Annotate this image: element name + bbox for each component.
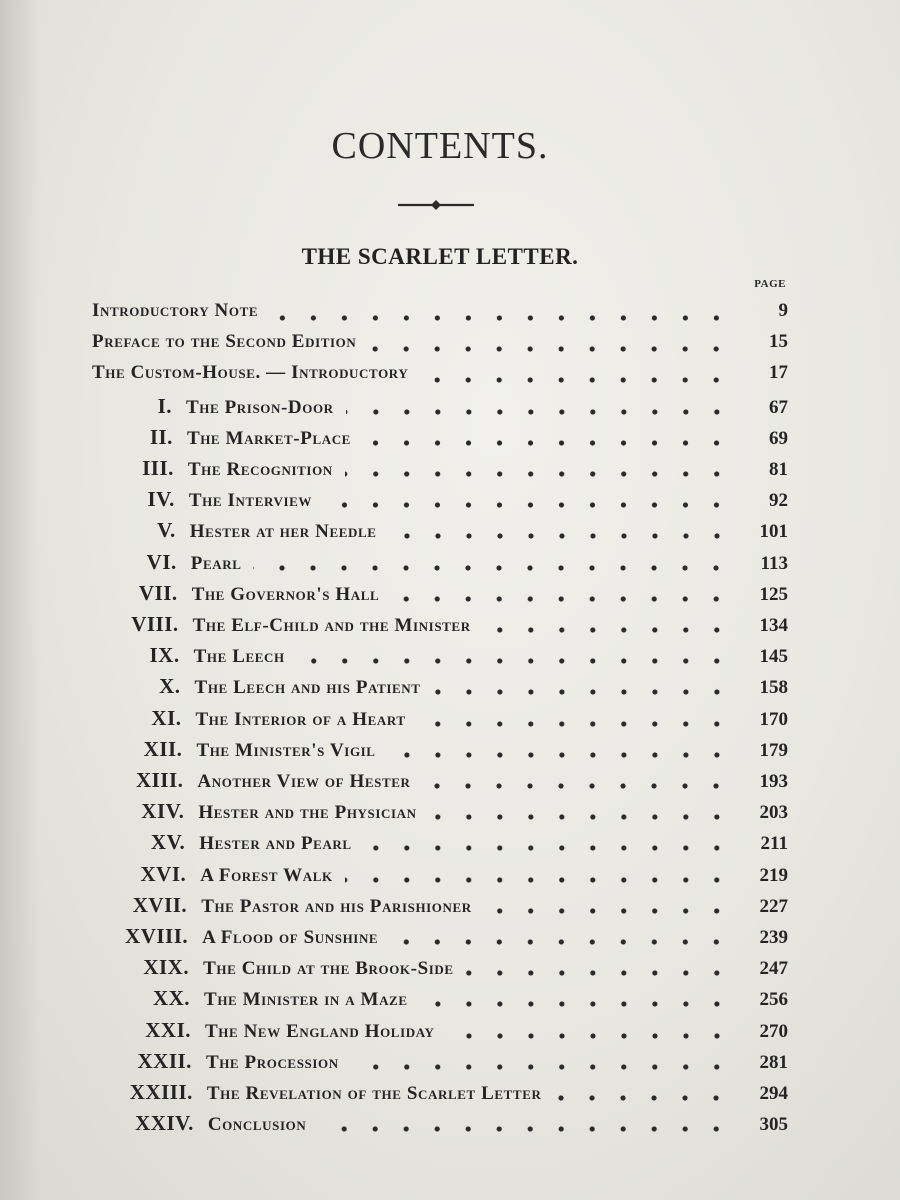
chapter-entry xyxy=(105,674,789,704)
chapter-entry xyxy=(110,986,789,1016)
page-number: 305 xyxy=(759,1114,788,1136)
dot-leader xyxy=(389,533,732,539)
page-number: 17 xyxy=(769,362,788,384)
chapter-numeral: IX. xyxy=(149,643,180,668)
page-number: 134 xyxy=(759,615,788,636)
chapter-entry xyxy=(101,456,788,486)
dot-leader xyxy=(466,970,732,976)
chapter-numeral: I. xyxy=(157,393,172,418)
chapter-entry xyxy=(108,893,788,923)
dot-leader xyxy=(345,877,732,883)
page-number: 101 xyxy=(759,521,788,543)
chapter-entry xyxy=(111,1049,789,1079)
page-number: 92 xyxy=(769,490,788,512)
chapter-title: The Governor's Hall xyxy=(191,583,380,605)
page-number: 211 xyxy=(760,833,788,855)
dot-leader xyxy=(270,315,732,321)
chapter-numeral: XV. xyxy=(150,830,186,855)
chapter-title: The Interview xyxy=(188,490,313,512)
chapter-numeral: II. xyxy=(149,424,173,449)
chapter-title: Another View of Hester xyxy=(197,771,411,792)
chapter-entry xyxy=(103,581,788,611)
chapter-entry xyxy=(111,1080,788,1110)
chapter-title: The Revelation of the Scarlet Letter xyxy=(206,1083,542,1104)
chapter-title: The Elf-Child and the Minister xyxy=(192,615,471,636)
dot-leader xyxy=(324,502,732,508)
page-number: 179 xyxy=(759,739,788,761)
chapter-entry xyxy=(102,518,788,548)
dot-leader xyxy=(297,658,732,664)
front-matter-title: The Custom-House. — Introductory xyxy=(92,362,409,384)
chapter-title: The Prison-Door xyxy=(186,396,334,418)
dot-leader xyxy=(364,845,732,851)
chapter-title: The Interior of a Heart xyxy=(195,708,406,730)
chapter-title: A Flood of Sunshine xyxy=(202,927,379,948)
chapter-numeral: VII. xyxy=(138,580,178,605)
front-matter-entry xyxy=(92,362,788,392)
chapter-title: Hester at her Needle xyxy=(189,521,377,543)
chapter-title: Conclusion xyxy=(207,1114,307,1136)
dot-leader xyxy=(483,627,732,633)
chapter-numeral: XII. xyxy=(143,736,183,761)
chapter-entry xyxy=(108,862,789,892)
dot-leader xyxy=(447,1033,733,1039)
page-number: 219 xyxy=(759,864,788,886)
dot-leader xyxy=(420,377,732,383)
chapter-entry xyxy=(107,799,789,829)
page-number: 113 xyxy=(760,552,788,574)
dot-leader xyxy=(345,471,732,477)
page-number: 270 xyxy=(759,1020,788,1042)
chapter-numeral: XVII. xyxy=(132,892,188,917)
chapter-entry xyxy=(107,830,788,860)
page-number: 69 xyxy=(769,427,788,449)
page-number: 193 xyxy=(759,771,788,792)
chapter-title: The New England Holiday xyxy=(205,1020,435,1042)
dot-leader xyxy=(368,346,732,352)
chapter-title: The Market-Place xyxy=(186,427,351,449)
dot-leader xyxy=(346,409,732,415)
chapter-title: A Forest Walk xyxy=(200,864,333,886)
chapter-numeral: XVIII. xyxy=(125,924,189,948)
dot-leader xyxy=(318,1126,732,1132)
chapter-numeral: XVI. xyxy=(140,861,187,886)
dot-leader xyxy=(429,814,732,820)
page-number: 125 xyxy=(759,583,788,605)
chapter-title: The Child at the Brook-Side xyxy=(203,958,454,980)
chapter-numeral: XI. xyxy=(151,705,182,730)
page-number: 145 xyxy=(759,646,788,668)
chapter-numeral: V. xyxy=(157,518,176,543)
dot-leader xyxy=(253,565,732,571)
page-number: 256 xyxy=(759,989,788,1011)
page-number: 281 xyxy=(759,1051,788,1073)
chapter-entry xyxy=(109,955,788,985)
chapter-numeral: XXIV. xyxy=(135,1111,194,1136)
dot-leader xyxy=(363,440,732,446)
chapter-entry xyxy=(104,643,788,673)
chapter-numeral: VI. xyxy=(146,549,177,574)
chapter-numeral: XIX. xyxy=(143,955,190,980)
chapter-entry xyxy=(101,425,789,455)
chapter-title: Hester and Pearl xyxy=(199,833,352,855)
chapter-numeral: XX. xyxy=(152,986,191,1011)
page-number: 67 xyxy=(769,396,788,418)
chapter-title: The Minister's Vigil xyxy=(196,739,376,761)
chapter-title: The Minister in a Maze xyxy=(204,989,408,1011)
dot-leader xyxy=(420,1001,732,1007)
chapter-entry xyxy=(102,487,789,517)
chapter-entry xyxy=(106,737,789,767)
chapter-numeral: XIV. xyxy=(141,799,185,824)
chapter-entry xyxy=(104,612,789,642)
chapter-entry xyxy=(100,394,788,424)
chapter-title: The Leech xyxy=(193,646,285,668)
chapter-title: The Recognition xyxy=(187,459,333,480)
chapter-numeral: VIII. xyxy=(131,612,179,636)
dot-leader xyxy=(433,689,732,695)
chapter-title: Pearl xyxy=(190,552,242,574)
page-number: 170 xyxy=(759,708,788,730)
chapter-title: The Leech and his Patient xyxy=(194,677,421,699)
chapter-numeral: XXII. xyxy=(137,1048,192,1073)
dot-leader xyxy=(388,752,732,758)
dot-leader xyxy=(422,783,732,789)
page-number: 9 xyxy=(778,300,788,321)
dot-leader xyxy=(391,596,732,602)
chapter-numeral: IV. xyxy=(147,487,175,512)
front-matter-title: Introductory Note xyxy=(92,300,259,321)
chapter-entry xyxy=(109,924,789,954)
page-number: 158 xyxy=(759,677,788,699)
chapter-entry xyxy=(106,768,788,798)
book-title: THE SCARLET LETTER. xyxy=(301,244,579,269)
chapter-entry xyxy=(112,1111,789,1141)
front-matter-entry xyxy=(92,331,788,361)
page-number: 203 xyxy=(759,802,788,824)
dot-leader xyxy=(418,721,732,727)
front-matter-entry xyxy=(92,300,788,330)
page-number: 15 xyxy=(769,331,788,353)
dot-leader xyxy=(484,908,732,914)
chapter-numeral: XXIII. xyxy=(129,1080,193,1104)
chapter-title: The Pastor and his Parishioner xyxy=(201,895,472,917)
page-column-label: PAGE xyxy=(754,278,786,290)
front-matter-title: Preface to the Second Edition xyxy=(92,331,357,353)
chapter-title: Hester and the Physician xyxy=(198,802,417,824)
page-number: 239 xyxy=(759,927,788,948)
page-number: 227 xyxy=(759,895,788,917)
page-number: 294 xyxy=(759,1083,788,1104)
page-number: 247 xyxy=(759,958,788,980)
chapter-numeral: XXI. xyxy=(145,1017,191,1042)
chapter-numeral: XIII. xyxy=(135,768,184,792)
chapter-entry xyxy=(105,706,788,736)
dot-leader xyxy=(553,1095,732,1101)
chapter-numeral: X. xyxy=(159,674,181,699)
page-number: 81 xyxy=(769,459,788,480)
chapter-entry xyxy=(110,1018,788,1048)
dot-leader xyxy=(390,939,732,945)
contents-heading: CONTENTS. xyxy=(331,125,549,167)
chapter-title: The Procession xyxy=(205,1051,339,1073)
chapter-entry xyxy=(103,550,789,580)
dot-leader xyxy=(351,1064,732,1070)
chapter-numeral: III. xyxy=(142,456,174,480)
